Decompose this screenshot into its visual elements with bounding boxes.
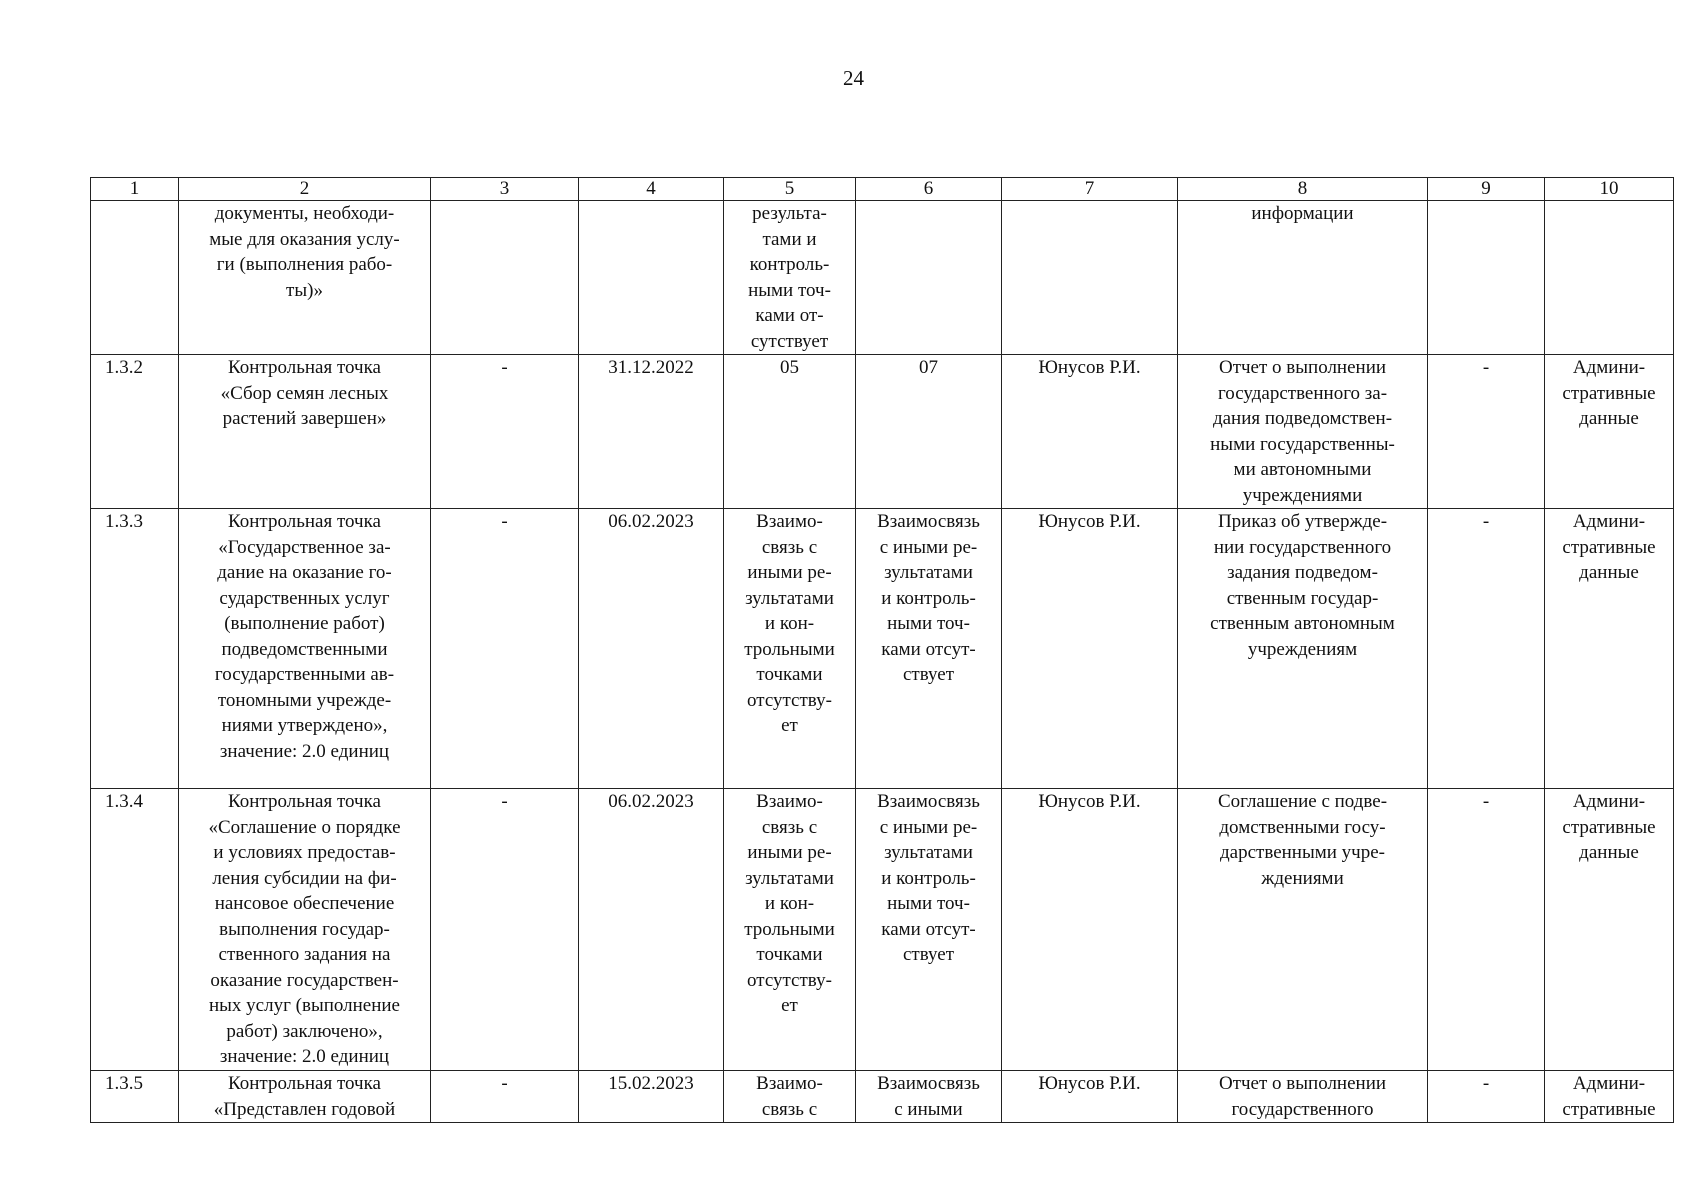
- control-point-name: Контрольная точка «Представлен годовой: [179, 1071, 431, 1123]
- data-source: Админи- стративные: [1545, 1071, 1674, 1123]
- table-row: [91, 789, 1674, 1071]
- header-cell: 2: [179, 178, 431, 201]
- responsible-person: Юнусов Р.И.: [1002, 1071, 1178, 1123]
- cell-col3: [431, 201, 579, 355]
- cell-col5: Взаимо- связь с: [724, 1071, 856, 1123]
- supporting-document: Соглашение с подве- домственными госу- дарственными учре- ждениями: [1178, 789, 1428, 1071]
- cell-col9: -: [1428, 509, 1545, 789]
- header-cell: 6: [856, 178, 1002, 201]
- supporting-document: Отчет о выполнении государственного за- дания подведомствен- ными государственны- ми автономными учреждениями: [1178, 355, 1428, 509]
- cell-col3: -: [431, 509, 579, 789]
- due-date: [579, 201, 724, 355]
- data-source: Админи- стративные данные: [1545, 355, 1674, 509]
- cell-col5: Взаимо- связь с иными ре- зультатами и кон- трольными точками отсутству- ет: [724, 789, 856, 1071]
- row-number: 1.3.2: [91, 355, 179, 509]
- table-row: [91, 509, 1674, 789]
- header-cell: 7: [1002, 178, 1178, 201]
- cell-col9: -: [1428, 1071, 1545, 1123]
- data-source: [1545, 201, 1674, 355]
- due-date: 15.02.2023: [579, 1071, 724, 1123]
- page-number: 24: [843, 66, 864, 90]
- row-number: 1.3.5: [91, 1071, 179, 1123]
- table-row: [91, 1071, 1674, 1123]
- cell-col6: Взаимосвязь с иными: [856, 1071, 1002, 1123]
- table-row: [91, 201, 1674, 355]
- supporting-document: Приказ об утвержде- нии государственного задания подведом- ственным государ- ственным автономным учреждениям: [1178, 509, 1428, 789]
- responsible-person: Юнусов Р.И.: [1002, 509, 1178, 789]
- header-cell: 5: [724, 178, 856, 201]
- table-row: [91, 355, 1674, 509]
- header-cell: 9: [1428, 178, 1545, 201]
- header-cell: 4: [579, 178, 724, 201]
- cell-col5: 05: [724, 355, 856, 509]
- due-date: 31.12.2022: [579, 355, 724, 509]
- row-number: 1.3.4: [91, 789, 179, 1071]
- row-number: 1.3.3: [91, 509, 179, 789]
- control-points-table: [90, 177, 1674, 1123]
- cell-col3: -: [431, 355, 579, 509]
- cell-col9: [1428, 201, 1545, 355]
- cell-col5: результа- тами и контроль- ными точ- ками от- сутствует: [724, 201, 856, 355]
- header-cell: 3: [431, 178, 579, 201]
- supporting-document: Отчет о выполнении государственного: [1178, 1071, 1428, 1123]
- control-point-name: Контрольная точка «Соглашение о порядке и условиях предостав- ления субсидии на фи- нансовое обеспечение выполнения государ- ственного задания на оказание государствен- ных услуг (выполнение работ) заключено», значение: 2.0 единиц: [179, 789, 431, 1071]
- due-date: 06.02.2023: [579, 789, 724, 1071]
- cell-col3: -: [431, 789, 579, 1071]
- cell-col5: Взаимо- связь с иными ре- зультатами и кон- трольными точками отсутству- ет: [724, 509, 856, 789]
- responsible-person: Юнусов Р.И.: [1002, 789, 1178, 1071]
- due-date: 06.02.2023: [579, 509, 724, 789]
- table-header-row: [91, 178, 1674, 201]
- cell-col3: -: [431, 1071, 579, 1123]
- cell-col9: -: [1428, 355, 1545, 509]
- header-cell: 10: [1545, 178, 1674, 201]
- data-source: Админи- стративные данные: [1545, 509, 1674, 789]
- cell-col6: 07: [856, 355, 1002, 509]
- supporting-document: информации: [1178, 201, 1428, 355]
- cell-col6: Взаимосвязь с иными ре- зультатами и контроль- ными точ- ками отсут- ствует: [856, 789, 1002, 1071]
- cell-col6: [856, 201, 1002, 355]
- header-cell: 8: [1178, 178, 1428, 201]
- cell-col9: -: [1428, 789, 1545, 1071]
- control-point-name: Контрольная точка «Государственное за- дание на оказание го- сударственных услуг (выполнение работ) подведомственными государственными ав- тономными учрежде- ниями утверждено», значение: 2.0 единиц: [179, 509, 431, 789]
- row-number: [91, 201, 179, 355]
- header-cell: 1: [91, 178, 179, 201]
- control-point-name: документы, необходи- мые для оказания услу- ги (выполнения рабо- ты)»: [179, 201, 431, 355]
- cell-col6: Взаимосвязь с иными ре- зультатами и контроль- ными точ- ками отсут- ствует: [856, 509, 1002, 789]
- responsible-person: [1002, 201, 1178, 355]
- control-point-name: Контрольная точка «Сбор семян лесных растений завершен»: [179, 355, 431, 509]
- responsible-person: Юнусов Р.И.: [1002, 355, 1178, 509]
- data-source: Админи- стративные данные: [1545, 789, 1674, 1071]
